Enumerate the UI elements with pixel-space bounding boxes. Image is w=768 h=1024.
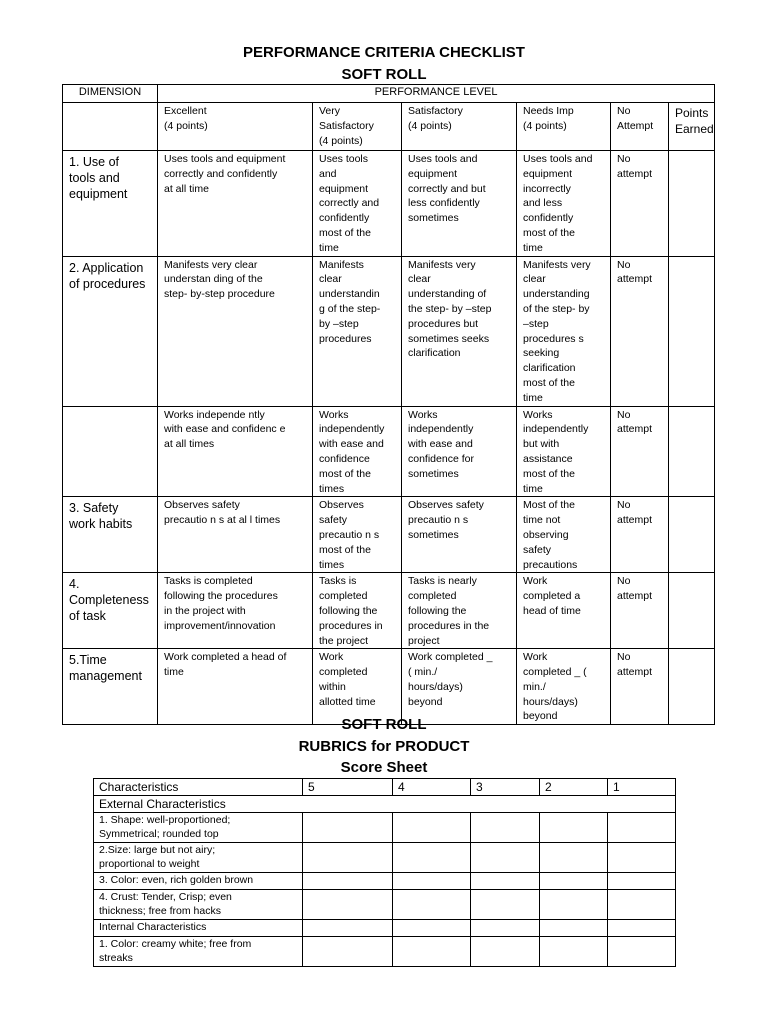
score-row xyxy=(94,873,676,890)
score-cell xyxy=(303,843,393,873)
score-cell xyxy=(303,937,393,967)
rubrics-title-soft-roll: SOFT ROLL xyxy=(341,716,427,733)
points-earned-header: Points Earned xyxy=(669,103,715,151)
score-cell xyxy=(471,813,540,843)
score-cell xyxy=(303,890,393,920)
document-subtitle: SOFT ROLL xyxy=(341,66,427,83)
table-cell: Works independently but with assistance most of the time xyxy=(517,406,611,497)
score-cell xyxy=(393,873,471,890)
characteristics-header: Characteristics xyxy=(94,779,303,796)
level-needs-improvement: Needs Imp (4 points) xyxy=(517,103,611,151)
score-cell xyxy=(608,937,676,967)
performance-level-header: PERFORMANCE LEVEL xyxy=(158,85,715,103)
dimension-cell: 5.Time management xyxy=(63,649,158,725)
score-sheet-table xyxy=(93,778,676,967)
score-cell xyxy=(608,843,676,873)
characteristic-label: 1. Color: creamy white; free from streaks xyxy=(94,937,303,967)
table-cell: No attempt xyxy=(611,256,669,406)
table-cell: Observes safety precautio n s sometimes xyxy=(402,497,517,573)
dimension-cell: 2. Application of procedures xyxy=(63,256,158,406)
table-cell: Works independently with ease and confidence most of the times xyxy=(313,406,402,497)
table-header-row xyxy=(63,85,715,103)
points-earned-cell xyxy=(669,573,715,649)
score-cell xyxy=(540,843,608,873)
score-cell xyxy=(303,813,393,843)
score-3-header: 3 xyxy=(471,779,540,796)
score-cell xyxy=(393,920,471,937)
table-cell: Manifests clear understandin g of the step- by –step procedures xyxy=(313,256,402,406)
table-cell: No attempt xyxy=(611,573,669,649)
score-5-header: 5 xyxy=(303,779,393,796)
points-earned-cell xyxy=(669,649,715,725)
table-cell: Works independe ntly with ease and confidenc e at all times xyxy=(158,406,313,497)
dimension-cell xyxy=(63,406,158,497)
table-cell: Work completed _ ( min./ hours/days) beyond xyxy=(402,649,517,725)
score-cell xyxy=(608,890,676,920)
table-cell: Manifests very clear understanding of the step- by –step procedures but sometimes seeks clarification xyxy=(402,256,517,406)
table-cell: Tasks is completed following the procedures in the project with improvement/innovation xyxy=(158,573,313,649)
table-cell: No attempt xyxy=(611,406,669,497)
dimension-cell: 3. Safety work habits xyxy=(63,497,158,573)
score-row xyxy=(94,813,676,843)
performance-criteria-table xyxy=(62,84,715,725)
score-row xyxy=(94,937,676,967)
table-row xyxy=(63,151,715,257)
document-title: PERFORMANCE CRITERIA CHECKLIST xyxy=(243,44,525,61)
characteristic-label: 4. Crust: Tender, Crisp; even thickness; free from hacks xyxy=(94,890,303,920)
external-characteristics-label: External Characteristics xyxy=(94,796,676,813)
score-1-header: 1 xyxy=(608,779,676,796)
score-row xyxy=(94,890,676,920)
characteristic-label: 2.Size: large but not airy; proportional to weight xyxy=(94,843,303,873)
table-cell: No attempt xyxy=(611,151,669,257)
level-excellent: Excellent (4 points) xyxy=(158,103,313,151)
score-cell xyxy=(393,890,471,920)
score-cell xyxy=(471,937,540,967)
score-cell xyxy=(540,937,608,967)
level-very-satisfactory: Very Satisfactory (4 points) xyxy=(313,103,402,151)
score-cell xyxy=(471,843,540,873)
table-row xyxy=(63,573,715,649)
level-satisfactory: Satisfactory (4 points) xyxy=(402,103,517,151)
table-row xyxy=(63,649,715,725)
points-earned-cell xyxy=(669,406,715,497)
score-row xyxy=(94,843,676,873)
table-cell: Manifests very clear understanding of the step- by –step procedures s seeking clarification most of the time xyxy=(517,256,611,406)
score-4-header: 4 xyxy=(393,779,471,796)
rubrics-title-product: RUBRICS for PRODUCT xyxy=(298,738,470,755)
points-earned-cell xyxy=(669,151,715,257)
level-no-attempt: No Attempt xyxy=(611,103,669,151)
table-cell: Tasks is nearly completed following the procedures in the project xyxy=(402,573,517,649)
level-labels-row xyxy=(63,103,715,151)
score-cell xyxy=(393,937,471,967)
table-cell: No attempt xyxy=(611,649,669,725)
dimension-header: DIMENSION xyxy=(63,85,158,103)
score-cell xyxy=(540,890,608,920)
points-earned-cell xyxy=(669,256,715,406)
table-cell: Work completed a head of time xyxy=(517,573,611,649)
score-cell xyxy=(471,873,540,890)
blank-dimension-cell xyxy=(63,103,158,151)
table-cell: Work completed a head of time xyxy=(158,649,313,725)
table-cell: Uses tools and equipment incorrectly and less confidently most of the time xyxy=(517,151,611,257)
table-row xyxy=(63,497,715,573)
score-cell xyxy=(608,873,676,890)
score-cell xyxy=(393,813,471,843)
table-cell: No attempt xyxy=(611,497,669,573)
table-row xyxy=(63,256,715,406)
score-cell xyxy=(540,873,608,890)
characteristic-label: 1. Shape: well-proportioned; Symmetrical; rounded top xyxy=(94,813,303,843)
table-cell: Observes safety precautio n s at al l times xyxy=(158,497,313,573)
table-row xyxy=(63,406,715,497)
table-cell: Observes safety precautio n s most of the times xyxy=(313,497,402,573)
score-section-row xyxy=(94,796,676,813)
table-cell: Work completed within allotted time xyxy=(313,649,402,725)
characteristic-label: Internal Characteristics xyxy=(94,920,303,937)
score-cell xyxy=(303,920,393,937)
rubrics-title-score-sheet: Score Sheet xyxy=(340,759,428,776)
table-cell: Manifests very clear understan ding of the step- by-step procedure xyxy=(158,256,313,406)
score-cell xyxy=(471,890,540,920)
score-cell xyxy=(471,920,540,937)
score-cell xyxy=(608,920,676,937)
table-cell: Most of the time not observing safety precautions xyxy=(517,497,611,573)
table-cell: Works independently with ease and confidence for sometimes xyxy=(402,406,517,497)
characteristic-label: 3. Color: even, rich golden brown xyxy=(94,873,303,890)
score-cell xyxy=(540,813,608,843)
score-cell xyxy=(303,873,393,890)
score-row xyxy=(94,920,676,937)
score-cell xyxy=(393,843,471,873)
score-2-header: 2 xyxy=(540,779,608,796)
table-cell: Tasks is completed following the procedures in the project xyxy=(313,573,402,649)
table-cell: Uses tools and equipment correctly and but less confidently sometimes xyxy=(402,151,517,257)
score-cell xyxy=(608,813,676,843)
table-cell: Work completed _ ( min./ hours/days) beyond xyxy=(517,649,611,725)
table-cell: Uses tools and equipment correctly and confidently most of the time xyxy=(313,151,402,257)
table-cell: Uses tools and equipment correctly and confidently at all time xyxy=(158,151,313,257)
score-header-row xyxy=(94,779,676,796)
points-earned-cell xyxy=(669,497,715,573)
score-cell xyxy=(540,920,608,937)
dimension-cell: 4. Completeness of task xyxy=(63,573,158,649)
dimension-cell: 1. Use of tools and equipment xyxy=(63,151,158,257)
